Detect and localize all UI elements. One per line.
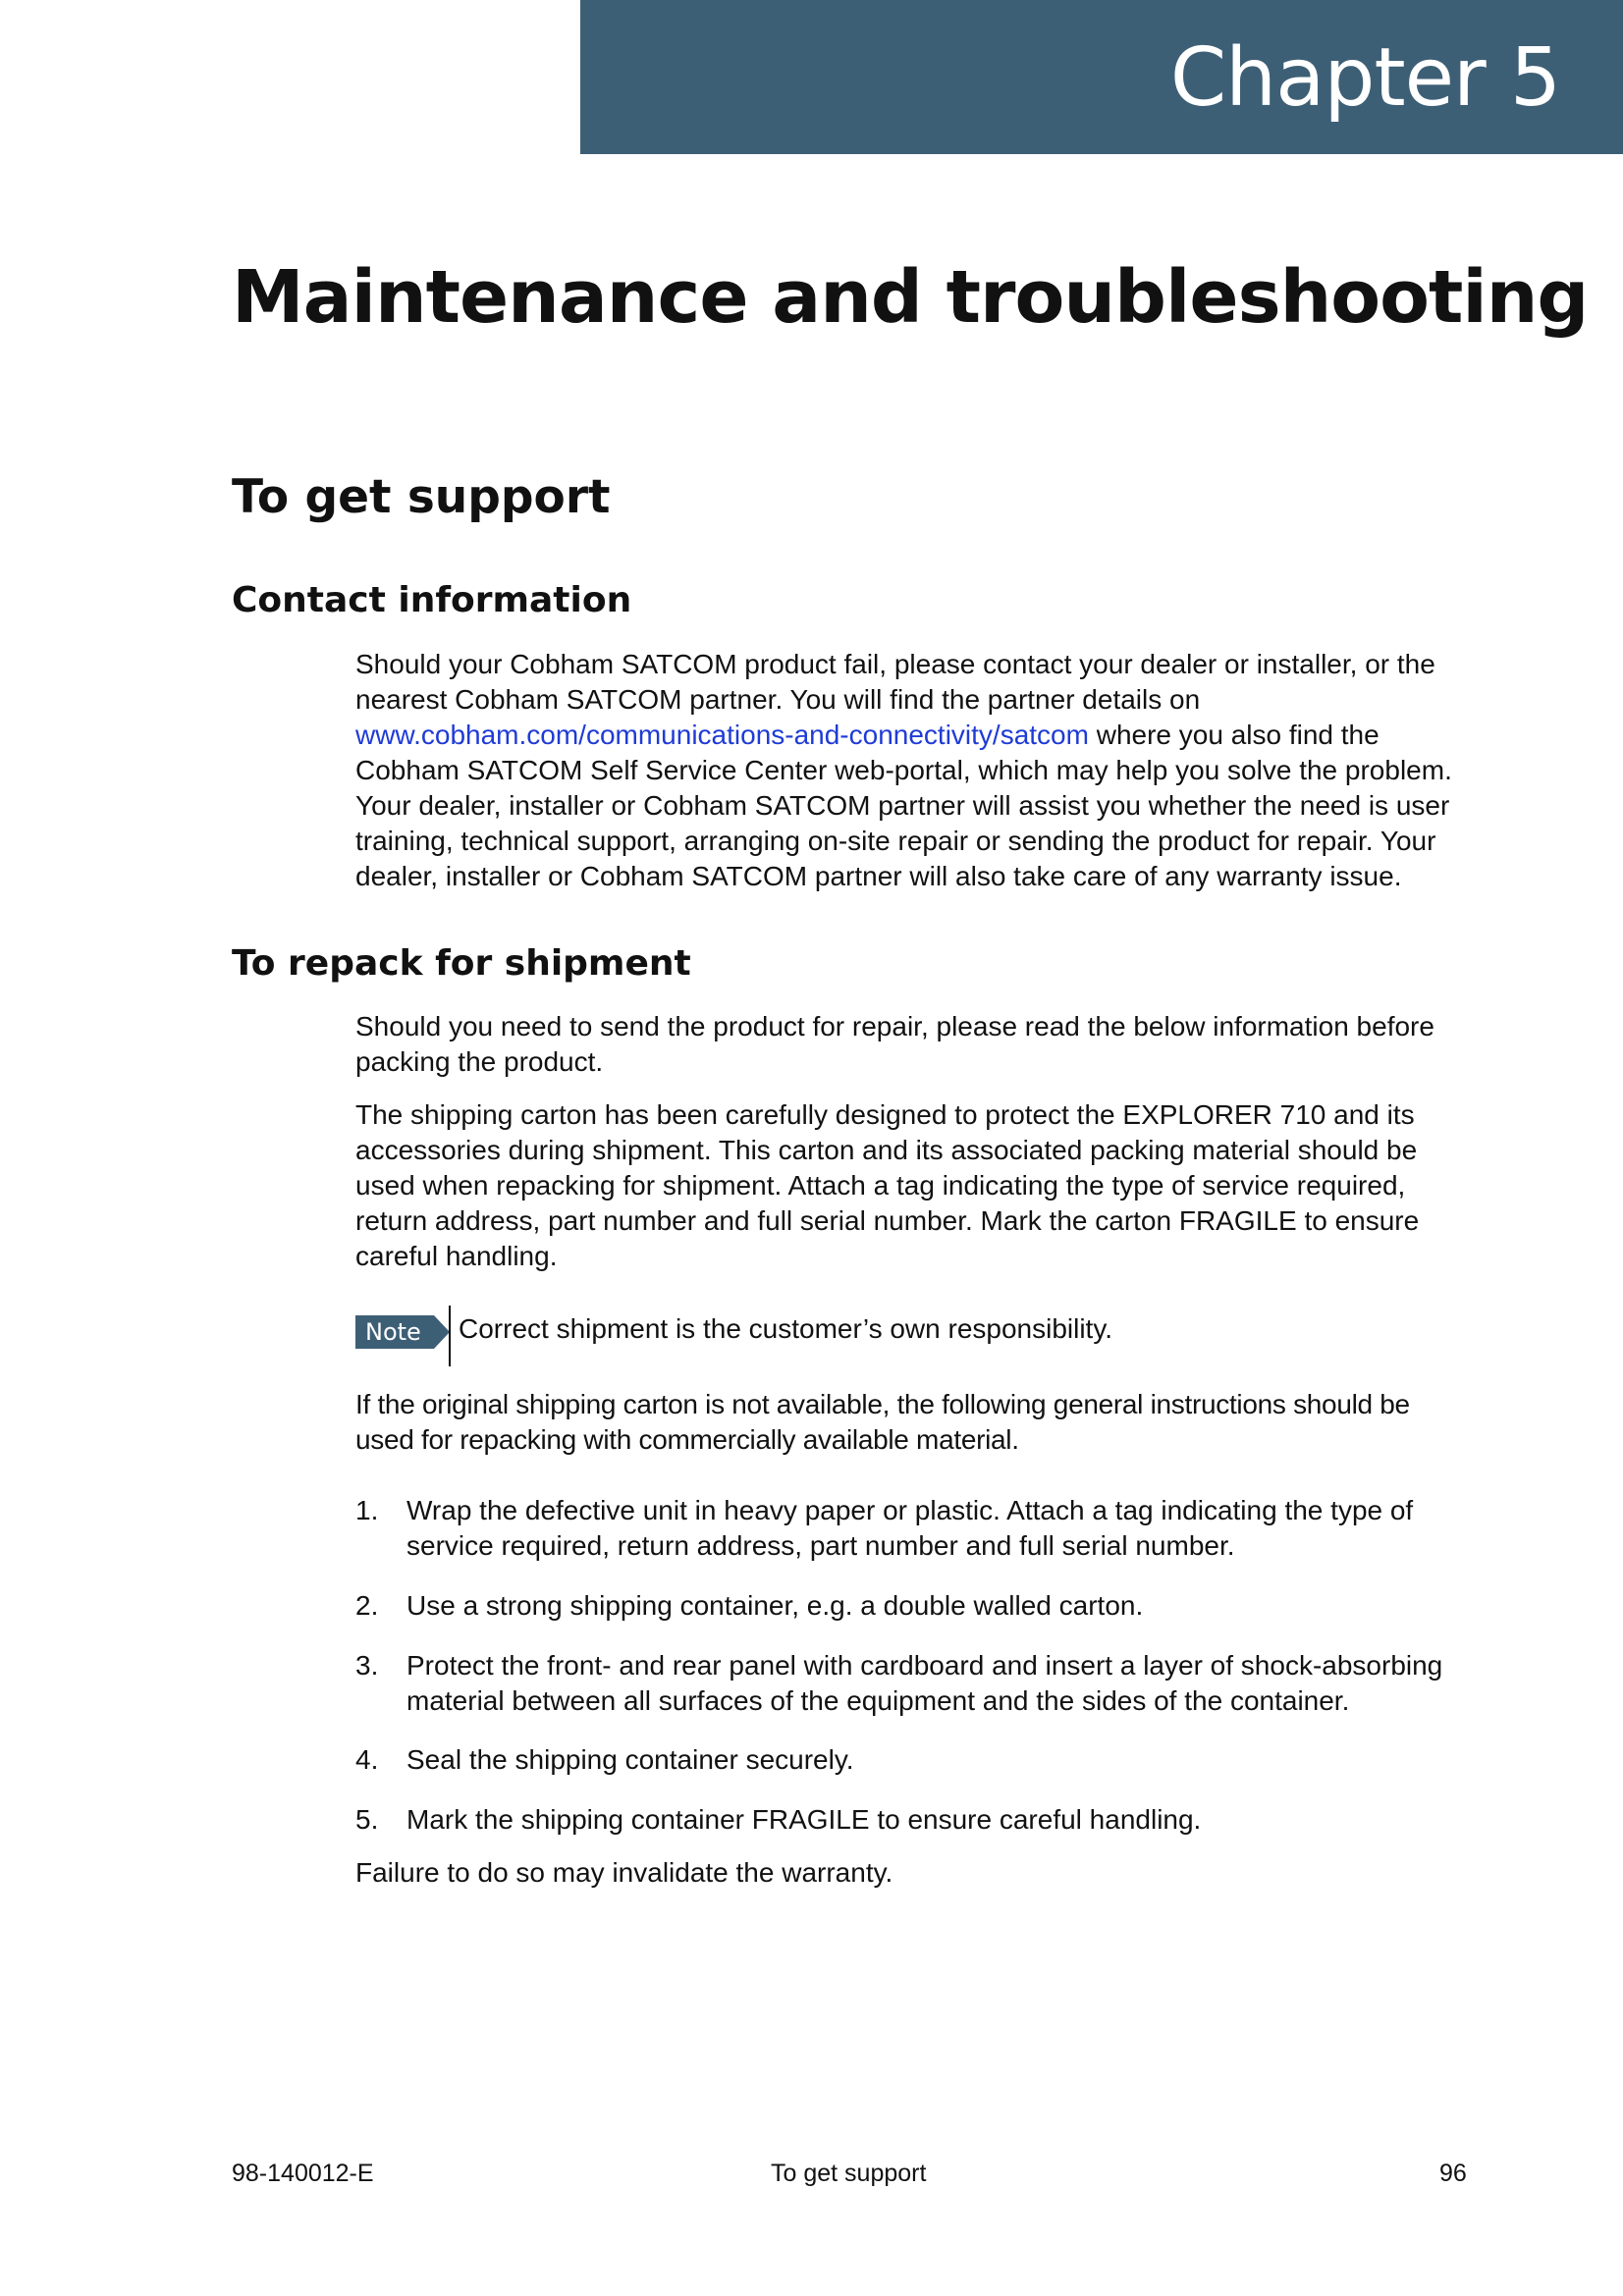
repack-intro: Should you need to send the product for repair, please read the below information before packing the product.: [355, 1011, 1434, 1077]
step-text: Use a strong shipping container, e.g. a double walled carton.: [406, 1590, 1144, 1621]
footer-section: To get support: [771, 2160, 927, 2187]
footer-page-number: 96: [1439, 2160, 1467, 2187]
step-text: Seal the shipping container securely.: [406, 1744, 854, 1775]
step-text: Wrap the defective unit in heavy paper or plastic. Attach a tag indicating the type of service required, return address, part number and full serial number.: [406, 1495, 1414, 1561]
step-number: 5.: [355, 1804, 379, 1835]
closing-paragraph: Failure to do so may invalidate the warranty.: [355, 1857, 893, 1888]
step-number: 4.: [355, 1744, 379, 1775]
step-number: 1.: [355, 1495, 379, 1525]
contact-heading: Contact information: [232, 580, 632, 620]
note-text: Correct shipment is the customer’s own responsibility.: [459, 1313, 1113, 1344]
step-number: 2.: [355, 1590, 379, 1621]
chapter-banner: [580, 0, 1623, 154]
repack-carton-paragraph: The shipping carton has been carefully designed to protect the EXPLORER 710 and its accessories during shipment. This carton and its associated packing material should be used when repacking for shipment. Attach a tag indicating the type of service required, return address, part number and full serial number. Mark the carton FRAGILE to ensure careful handling.: [355, 1099, 1420, 1271]
repack-heading: To repack for shipment: [232, 943, 691, 984]
contact-paragraph: [355, 647, 1475, 894]
contact-text-before: Should your Cobham SATCOM product fail, please contact your dealer or installer, or the nearest Cobham SATCOM partner. You will find the partner details on: [355, 649, 1435, 715]
page-title: Maintenance and troubleshooting: [232, 255, 1589, 340]
step-text: Mark the shipping container FRAGILE to ensure careful handling.: [406, 1804, 1202, 1835]
chapter-label: Chapter 5: [1169, 31, 1560, 125]
section-heading: To get support: [232, 470, 611, 524]
step-text: Protect the front- and rear panel with cardboard and insert a layer of shock-absorbing material between all surfaces of the equipment and the sides of the container.: [406, 1650, 1443, 1716]
footer-doc-number: 98-140012-E: [232, 2160, 374, 2187]
satcom-link[interactable]: www.cobham.com/communications-and-connectivity/satcom: [355, 720, 1089, 750]
note-divider: [449, 1306, 451, 1366]
fallback-paragraph: If the original shipping carton is not available, the following general instructions should be used for repacking with commercially available material.: [355, 1389, 1410, 1455]
note-badge: Note: [355, 1315, 434, 1349]
step-number: 3.: [355, 1650, 379, 1681]
contact-text-after: where you also find the Cobham SATCOM Self Service Center web-portal, which may help you solve the problem. Your dealer, installer or Cobham SATCOM partner will assist you whether the need is user training, technical support, arranging on-site repair or sending the product for repair. Your dealer, installer or Cobham SATCOM partner will also take care of any warranty issue.: [355, 720, 1452, 891]
